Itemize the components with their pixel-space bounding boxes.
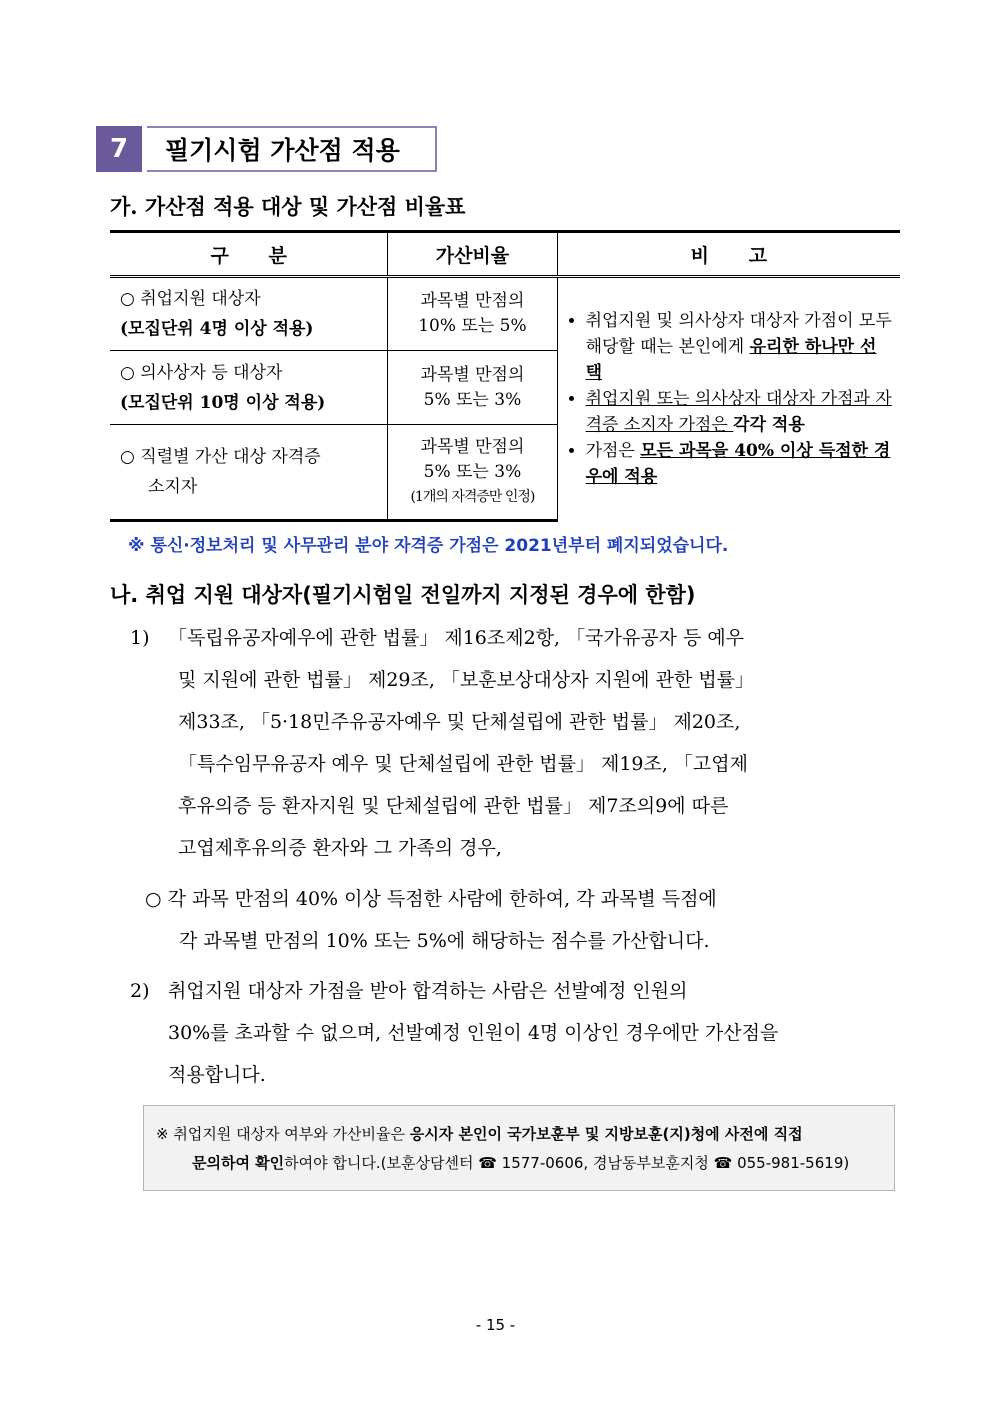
section-number-badge: 7 (96, 126, 142, 172)
target-label: ○ 의사상자 등 대상자 (120, 362, 283, 383)
ratio-line: 과목별 만점의 (420, 291, 525, 311)
ratio-value: 5% 또는 3% (423, 461, 522, 482)
target-condition: (모집단위 4명 이상 적용) (120, 319, 314, 339)
bonus-point-table (110, 230, 900, 522)
text-line: 및 지원에 관한 법률」 제29조, 「보훈보상대상자 지원에 관한 법률」 (178, 669, 755, 691)
text-line: 각 과목별 만점의 10% 또는 5%에 해당하는 점수를 가산합니다. (179, 930, 710, 952)
section-title: 필기시험 가산점 적용 (147, 126, 437, 172)
table-footnote: ※ 통신·정보처리 및 사무관리 분야 자격증 가점은 2021년부터 폐지되었습니다. (128, 536, 729, 556)
target-condition: 소지자 (148, 477, 198, 497)
target-condition: (모집단위 10명 이상 적용) (120, 392, 326, 413)
table-header-ratio: 가산비율 (388, 232, 557, 277)
text-line: 제33조, 「5·18민주유공자예우 및 단체설립에 관한 법률」 제20조, (178, 711, 741, 733)
remark-emphasis: 유리한 하나만 선택 (585, 337, 877, 384)
bullet-paragraph (145, 878, 898, 962)
ratio-value: 10% 또는 5% (418, 316, 527, 336)
text-line: ○ 각 과목 만점의 40% 이상 득점한 사람에 한하여, 각 과목별 득점에 (145, 888, 717, 910)
subsection-b-title: 나. 취업 지원 대상자(필기시험일 전일까지 지정된 경우에 한함) (110, 583, 696, 607)
table-header-category: 구 분 (110, 232, 388, 277)
text-line: 취업지원 대상자 가점을 받아 합격하는 사람은 선발예정 인원의 (168, 980, 688, 1002)
table-row-target (110, 277, 388, 351)
inquiry-note-box (143, 1105, 895, 1191)
ratio-line: 과목별 만점의 (420, 364, 525, 385)
remark-emphasis: 모든 과목을 40% 이상 득점한 경우에 적용 (585, 441, 891, 488)
item-1-text (168, 617, 898, 869)
table-header-remarks: 비 고 (557, 232, 900, 277)
item-2-label: 2) (130, 980, 150, 1002)
remark-item: • 취업지원 및 의사상자 대상자 가점이 모두 해당할 때는 본인에게 유리한 하나만 선택 (586, 308, 892, 386)
note-prefix: ※ 취업지원 대상자 여부와 가산비율은 (156, 1125, 410, 1143)
ratio-value: 5% 또는 3% (423, 389, 522, 410)
table-row-target (110, 425, 388, 521)
text-line: 후유의증 등 환자지원 및 단체설립에 관한 법률」 제7조의9에 따른 (178, 795, 729, 817)
note-contact: 하여야 합니다.(보훈상담센터 ☎ 1577-0606, 경남동부보훈지청 ☎ 055-981-5619) (284, 1154, 850, 1172)
text-line: 30%를 초과할 수 없으며, 선발예정 인원이 4명 이상인 경우에만 가산점을 (168, 1022, 779, 1044)
note-emphasis: 응시자 본인이 국가보훈부 및 지방보훈(지)청에 사전에 직접 (409, 1125, 803, 1143)
item-1-label: 1) (130, 627, 150, 649)
target-label: ○ 직렬별 가산 대상 자격증 (120, 447, 321, 467)
target-label: ○ 취업지원 대상자 (120, 289, 261, 309)
remark-item: • 가점은 모든 과목을 40% 이상 득점한 경우에 적용 (586, 438, 892, 490)
table-row-target (110, 351, 388, 425)
table-row-ratio (388, 425, 557, 521)
remark-item: • 취업지원 또는 의사상자 대상자 가점과 자격증 소지자 가점은 각각 적용 (586, 386, 892, 438)
subsection-a-title: 가. 가산점 적용 대상 및 가산점 비율표 (110, 194, 466, 219)
text-line: 고엽제후유의증 환자와 그 가족의 경우, (178, 837, 502, 859)
text-line: 「특수임무유공자 예우 및 단체설립에 관한 법률」 제19조, 「고엽제 (178, 753, 748, 775)
remark-emphasis: 각각 적용 (733, 415, 805, 436)
note-emphasis: 문의하여 확인 (192, 1154, 285, 1172)
ratio-line: 과목별 만점의 (420, 436, 525, 457)
item-2-text (168, 970, 898, 1096)
text-line: 적용합니다. (168, 1064, 266, 1086)
page-number: - 15 - (475, 1316, 516, 1334)
table-row-ratio (388, 351, 557, 425)
table-remarks-cell (557, 277, 900, 521)
ratio-note: (1개의 자격증만 인정) (410, 488, 535, 505)
table-row-ratio (388, 277, 557, 351)
text-line: 「독립유공자예우에 관한 법률」 제16조제2항, 「국가유공자 등 예우 (168, 627, 745, 649)
